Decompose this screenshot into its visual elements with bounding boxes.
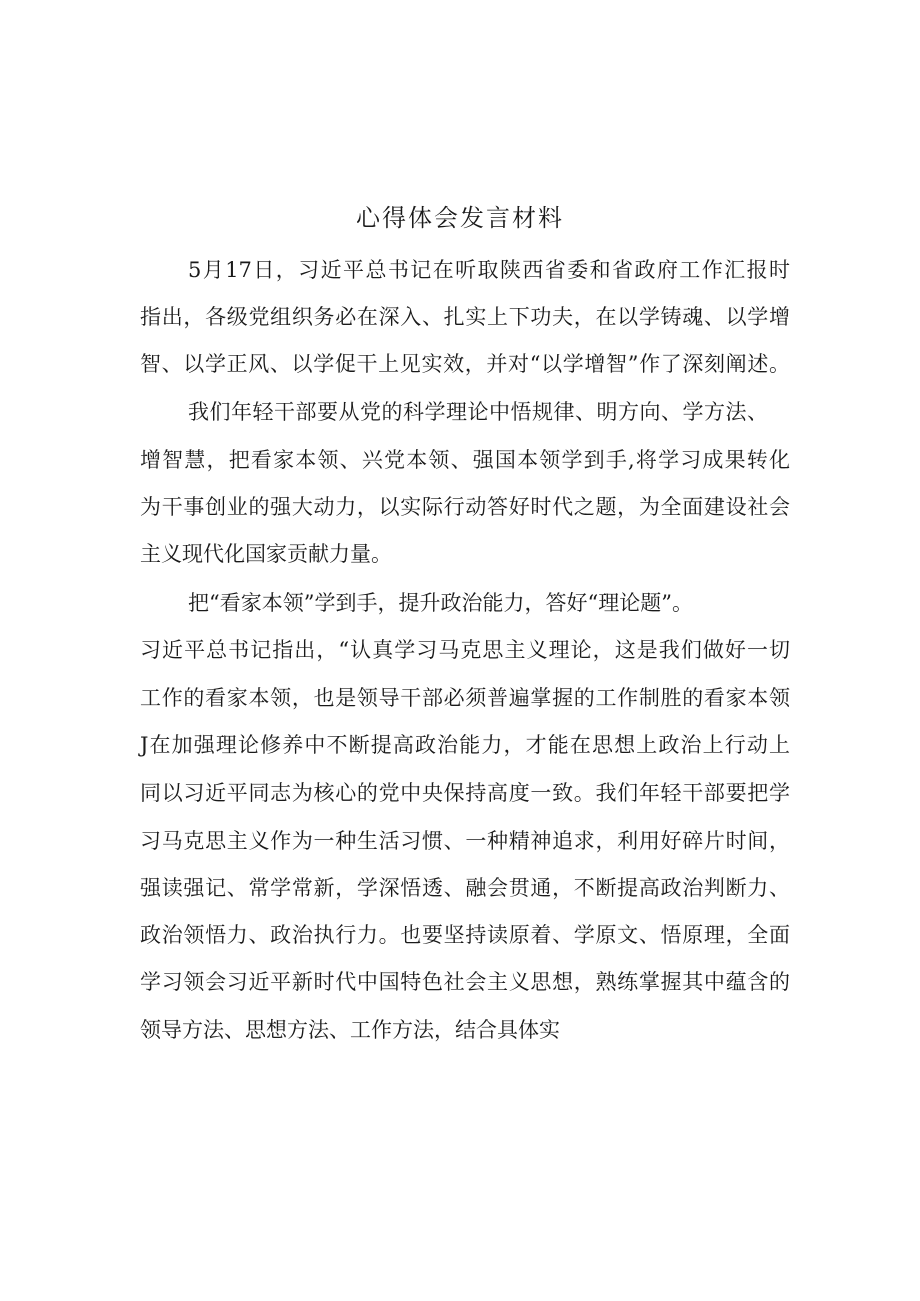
paragraph-4-line-3: J在加强理论修养中不断提高政治能力，才能在思想上政治上行动上 [140,733,790,757]
paragraph-4-line-8: 学习领会习近平新时代中国特色社会主义思想，熟练掌握其中蕴含的 [140,970,790,994]
paragraph-2-line-3: 为干事创业的强大动力，以实际行动答好时代之题，为全面建设社会 [140,495,790,519]
paragraph-2-line-2: 增智慧，把看家本领、兴党本领、强国本领学到手,将学习成果转化 [140,448,790,472]
paragraph-4-line-7: 政治领悟力、政治执行力。也要坚持读原着、学原文、悟原理，全面 [140,923,790,947]
paragraph-1-line-2: 指出，各级党组织务必在深入、扎实上下功夫，在以学铸魂、以学增 [140,305,790,329]
paragraph-4-line-5: 习马克思主义作为一种生活习惯、一种精神追求，利用好碎片时间， [140,829,790,853]
paragraph-4-line-1: 习近平总书记指出，“认真学习马克思主义理论，这是我们做好一切 [140,638,790,662]
paragraph-4-line-4: 同以习近平同志为核心的党中央保持高度一致。我们年轻干部要把学 [140,781,790,805]
paragraph-2-line-1: 我们年轻干部要从党的科学理论中悟规律、明方向、学方法、 [188,400,768,424]
paragraph-4-line-6: 强读强记、常学常新，学深悟透、融会贯通，不断提高政治判断力、 [140,876,790,900]
paragraph-1-line-3: 智、以学正风、以学促干上见实效，并对“以学增智”作了深刻阐述。 [140,352,790,376]
section-heading-line: 把“看家本领”学到手，提升政治能力，答好“理论题”。 [188,591,693,615]
document-title: 心得体会发言材料 [356,204,564,232]
paragraph-1-line-1: 5月17日，习近平总书记在听取陕西省委和省政府工作汇报时 [188,258,790,282]
paragraph-4-line-2: 工作的看家本领，也是领导干部必须普遍掌握的工作制胜的看家本领 [140,686,790,710]
paragraph-4-line-9: 领导方法、思想方法、工作方法，结合具体实 [140,1018,560,1042]
paragraph-2-line-4: 主义现代化国家贡献力量。 [140,542,392,566]
